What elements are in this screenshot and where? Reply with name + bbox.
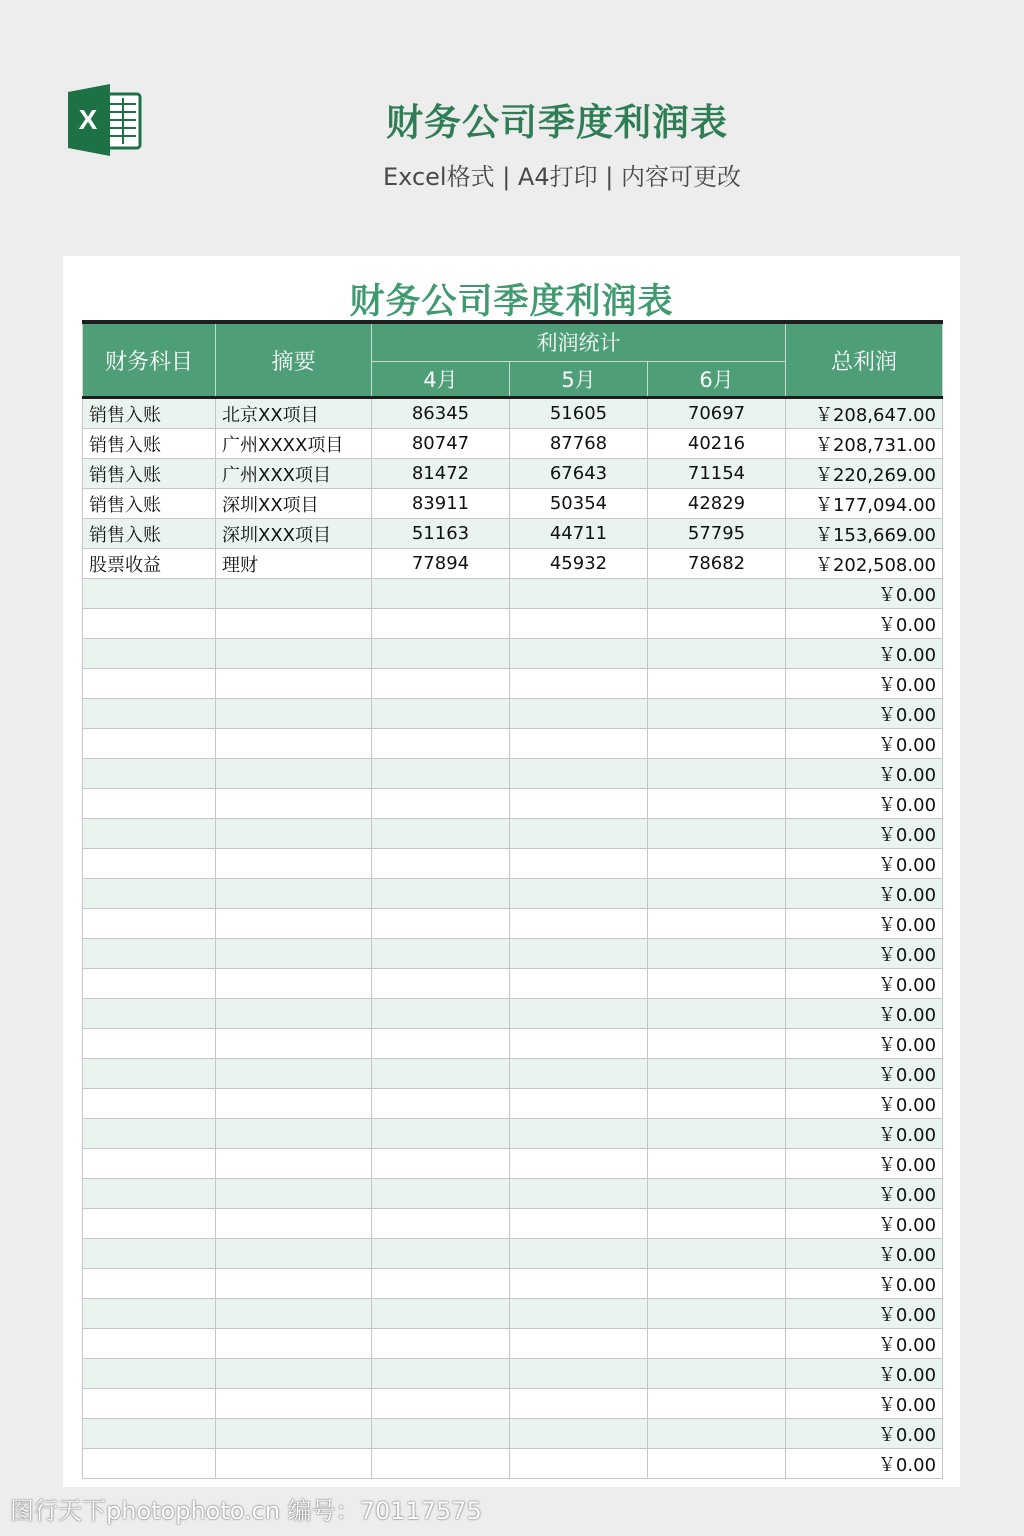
table-row-empty — [83, 609, 943, 639]
cell-subject[interactable] — [83, 1359, 216, 1389]
table-row-empty — [83, 639, 943, 669]
cell-month-5[interactable]: 87768 — [510, 429, 648, 459]
cell-month-6[interactable] — [648, 909, 786, 939]
cell-subject[interactable] — [83, 1329, 216, 1359]
cell-total[interactable]: ￥208,731.00 — [786, 429, 943, 459]
table-row — [83, 398, 943, 429]
cell-summary[interactable] — [216, 849, 372, 879]
cell-month-4[interactable] — [372, 759, 510, 789]
cell-summary[interactable]: 深圳XXX项目 — [216, 519, 372, 549]
cell-subject[interactable] — [83, 1299, 216, 1329]
cell-month-4[interactable] — [372, 669, 510, 699]
table-row-empty — [83, 1389, 943, 1419]
cell-month-5[interactable] — [510, 1269, 648, 1299]
cell-total[interactable]: ￥0.00 — [786, 1389, 943, 1419]
cell-month-5[interactable] — [510, 969, 648, 999]
cell-month-6[interactable] — [648, 1029, 786, 1059]
cell-month-6[interactable] — [648, 819, 786, 849]
cell-total[interactable]: ￥0.00 — [786, 639, 943, 669]
cell-month-6[interactable] — [648, 1449, 786, 1479]
cell-subject[interactable] — [83, 1449, 216, 1479]
table-header — [83, 322, 943, 398]
cell-month-6[interactable] — [648, 1269, 786, 1299]
cell-summary[interactable] — [216, 939, 372, 969]
cell-month-6[interactable]: 40216 — [648, 429, 786, 459]
cell-month-6[interactable] — [648, 1299, 786, 1329]
col-header-profit-group: 利润统计 — [372, 322, 786, 361]
cell-month-6[interactable] — [648, 669, 786, 699]
table-row-empty — [83, 1329, 943, 1359]
col-header-summary: 摘要 — [216, 322, 372, 398]
cell-subject[interactable] — [83, 1209, 216, 1239]
col-header-total: 总利润 — [786, 322, 943, 398]
table-row-empty — [83, 909, 943, 939]
cell-total[interactable]: ￥0.00 — [786, 1449, 943, 1479]
cell-total[interactable]: ￥0.00 — [786, 759, 943, 789]
cell-subject[interactable] — [83, 579, 216, 609]
cell-month-6[interactable] — [648, 939, 786, 969]
cell-summary[interactable] — [216, 1119, 372, 1149]
cell-month-4[interactable] — [372, 939, 510, 969]
cell-month-6[interactable] — [648, 699, 786, 729]
cell-month-6[interactable] — [648, 879, 786, 909]
cell-month-4[interactable] — [372, 609, 510, 639]
cell-total[interactable]: ￥0.00 — [786, 1419, 943, 1449]
cell-month-6[interactable] — [648, 1419, 786, 1449]
cell-summary[interactable]: 北京XX项目 — [216, 398, 372, 429]
cell-total[interactable]: ￥0.00 — [786, 789, 943, 819]
cell-month-4[interactable] — [372, 849, 510, 879]
cell-month-4[interactable]: 83911 — [372, 489, 510, 519]
cell-month-4[interactable] — [372, 1269, 510, 1299]
cell-total[interactable]: ￥0.00 — [786, 1059, 943, 1089]
cell-subject[interactable]: 销售入账 — [83, 489, 216, 519]
cell-month-5[interactable] — [510, 1329, 648, 1359]
cell-summary[interactable] — [216, 1029, 372, 1059]
cell-month-6[interactable] — [648, 1209, 786, 1239]
cell-month-6[interactable] — [648, 729, 786, 759]
cell-month-6[interactable] — [648, 1239, 786, 1269]
cell-month-5[interactable] — [510, 1149, 648, 1179]
cell-subject[interactable] — [83, 609, 216, 639]
cell-month-5[interactable]: 51605 — [510, 398, 648, 429]
table-row-empty — [83, 1239, 943, 1269]
col-header-month-5: 5月 — [510, 361, 648, 397]
cell-subject[interactable] — [83, 669, 216, 699]
cell-month-4[interactable] — [372, 1209, 510, 1239]
cell-subject[interactable] — [83, 879, 216, 909]
cell-total[interactable]: ￥0.00 — [786, 879, 943, 909]
cell-month-5[interactable] — [510, 1029, 648, 1059]
cell-summary[interactable]: 理财 — [216, 549, 372, 579]
cell-total[interactable]: ￥0.00 — [786, 1329, 943, 1359]
cell-month-4[interactable] — [372, 1149, 510, 1179]
cell-summary[interactable] — [216, 579, 372, 609]
cell-month-4[interactable] — [372, 789, 510, 819]
cell-month-4[interactable] — [372, 1119, 510, 1149]
cell-month-6[interactable]: 42829 — [648, 489, 786, 519]
cell-month-5[interactable] — [510, 1359, 648, 1389]
cell-summary[interactable] — [216, 1299, 372, 1329]
cell-month-5[interactable] — [510, 579, 648, 609]
table-row-empty — [83, 819, 943, 849]
watermark: 图行天下photophoto.cn 编号：70117575 — [10, 1497, 482, 1525]
cell-month-6[interactable]: 70697 — [648, 398, 786, 429]
cell-month-5[interactable] — [510, 1089, 648, 1119]
cell-summary[interactable]: 广州XXX项目 — [216, 459, 372, 489]
cell-month-6[interactable] — [648, 1149, 786, 1179]
cell-month-6[interactable] — [648, 1179, 786, 1209]
cell-subject[interactable] — [83, 939, 216, 969]
cell-month-5[interactable] — [510, 639, 648, 669]
cell-month-5[interactable]: 50354 — [510, 489, 648, 519]
cell-month-5[interactable] — [510, 909, 648, 939]
col-header-month-4: 4月 — [372, 361, 510, 397]
cell-month-6[interactable]: 71154 — [648, 459, 786, 489]
cell-summary[interactable] — [216, 1449, 372, 1479]
cell-month-6[interactable] — [648, 1359, 786, 1389]
cell-month-5[interactable] — [510, 939, 648, 969]
cell-month-6[interactable] — [648, 1119, 786, 1149]
cell-subject[interactable] — [83, 789, 216, 819]
page-title: 财务公司季度利润表 — [386, 101, 728, 144]
cell-month-4[interactable] — [372, 1389, 510, 1419]
cell-subject[interactable] — [83, 909, 216, 939]
table-row-empty — [83, 849, 943, 879]
cell-summary[interactable] — [216, 999, 372, 1029]
table-row-empty — [83, 1419, 943, 1449]
cell-month-5[interactable]: 67643 — [510, 459, 648, 489]
cell-subject[interactable] — [83, 969, 216, 999]
col-header-month-6: 6月 — [648, 361, 786, 397]
table-row-empty — [83, 759, 943, 789]
cell-subject[interactable] — [83, 849, 216, 879]
cell-subject[interactable]: 股票收益 — [83, 549, 216, 579]
cell-month-5[interactable] — [510, 609, 648, 639]
excel-icon-letter: X — [78, 104, 98, 135]
cell-total[interactable]: ￥177,094.00 — [786, 489, 943, 519]
cell-month-6[interactable] — [648, 1089, 786, 1119]
cell-subject[interactable] — [83, 1269, 216, 1299]
cell-summary[interactable] — [216, 1389, 372, 1419]
spreadsheet-sheet — [63, 256, 960, 1487]
page-subtitle: Excel格式 | A4打印 | 内容可更改 — [383, 163, 741, 191]
cell-summary[interactable] — [216, 729, 372, 759]
cell-summary[interactable] — [216, 819, 372, 849]
cell-total[interactable]: ￥0.00 — [786, 939, 943, 969]
cell-subject[interactable] — [83, 1149, 216, 1179]
cell-summary[interactable] — [216, 1269, 372, 1299]
cell-month-5[interactable] — [510, 999, 648, 1029]
table-row-empty — [83, 1089, 943, 1119]
cell-month-4[interactable]: 81472 — [372, 459, 510, 489]
cell-month-5[interactable] — [510, 789, 648, 819]
cell-subject[interactable] — [83, 759, 216, 789]
cell-summary[interactable] — [216, 699, 372, 729]
cell-subject[interactable] — [83, 1419, 216, 1449]
cell-total[interactable]: ￥0.00 — [786, 579, 943, 609]
cell-month-5[interactable] — [510, 699, 648, 729]
cell-total[interactable]: ￥0.00 — [786, 1359, 943, 1389]
cell-month-4[interactable] — [372, 1089, 510, 1119]
cell-month-4[interactable] — [372, 699, 510, 729]
cell-subject[interactable] — [83, 729, 216, 759]
cell-summary[interactable] — [216, 1209, 372, 1239]
table-row-empty — [83, 1209, 943, 1239]
cell-total[interactable]: ￥202,508.00 — [786, 549, 943, 579]
table-row-empty — [83, 699, 943, 729]
cell-summary[interactable] — [216, 789, 372, 819]
cell-total[interactable]: ￥0.00 — [786, 729, 943, 759]
cell-month-5[interactable] — [510, 1449, 648, 1479]
cell-month-5[interactable] — [510, 849, 648, 879]
cell-month-4[interactable] — [372, 969, 510, 999]
cell-subject[interactable]: 销售入账 — [83, 459, 216, 489]
cell-month-6[interactable] — [648, 759, 786, 789]
cell-month-5[interactable] — [510, 729, 648, 759]
cell-summary[interactable] — [216, 1149, 372, 1179]
cell-month-6[interactable]: 78682 — [648, 549, 786, 579]
cell-month-5[interactable] — [510, 1119, 648, 1149]
cell-month-6[interactable] — [648, 789, 786, 819]
cell-month-5[interactable] — [510, 1419, 648, 1449]
cell-subject[interactable] — [83, 1089, 216, 1119]
table-row-empty — [83, 1269, 943, 1299]
cell-month-6[interactable] — [648, 639, 786, 669]
cell-total[interactable]: ￥0.00 — [786, 609, 943, 639]
cell-month-4[interactable] — [372, 1449, 510, 1479]
cell-total[interactable]: ￥0.00 — [786, 1239, 943, 1269]
cell-month-4[interactable] — [372, 999, 510, 1029]
cell-month-4[interactable] — [372, 879, 510, 909]
table-row-empty — [83, 789, 943, 819]
cell-month-4[interactable] — [372, 729, 510, 759]
cell-month-5[interactable] — [510, 1239, 648, 1269]
cell-summary[interactable] — [216, 1329, 372, 1359]
cell-month-4[interactable]: 77894 — [372, 549, 510, 579]
cell-month-4[interactable] — [372, 1059, 510, 1089]
cell-total[interactable]: ￥0.00 — [786, 1089, 943, 1119]
cell-summary[interactable]: 深圳XX项目 — [216, 489, 372, 519]
table-row-empty — [83, 669, 943, 699]
table-row-empty — [83, 1179, 943, 1209]
cell-month-5[interactable] — [510, 819, 648, 849]
table-row-empty — [83, 879, 943, 909]
cell-subject[interactable] — [83, 1239, 216, 1269]
cell-month-6[interactable] — [648, 999, 786, 1029]
cell-month-5[interactable] — [510, 879, 648, 909]
cell-total[interactable]: ￥0.00 — [786, 969, 943, 999]
cell-month-4[interactable]: 86345 — [372, 398, 510, 429]
table-row-empty — [83, 1149, 943, 1179]
cell-month-5[interactable] — [510, 1209, 648, 1239]
cell-month-5[interactable]: 44711 — [510, 519, 648, 549]
cell-total[interactable]: ￥0.00 — [786, 699, 943, 729]
cell-summary[interactable] — [216, 1239, 372, 1269]
cell-subject[interactable] — [83, 1119, 216, 1149]
table-row — [83, 549, 943, 579]
cell-summary[interactable] — [216, 969, 372, 999]
table-row-empty — [83, 1059, 943, 1089]
cell-total[interactable]: ￥0.00 — [786, 819, 943, 849]
table-row — [83, 429, 943, 459]
table-row-empty — [83, 579, 943, 609]
cell-month-5[interactable] — [510, 1299, 648, 1329]
cell-subject[interactable]: 销售入账 — [83, 398, 216, 429]
cell-month-4[interactable] — [372, 579, 510, 609]
cell-month-6[interactable] — [648, 1059, 786, 1089]
cell-month-5[interactable] — [510, 669, 648, 699]
table-row-empty — [83, 969, 943, 999]
cell-total[interactable]: ￥0.00 — [786, 1149, 943, 1179]
table-row-empty — [83, 1029, 943, 1059]
cell-summary[interactable] — [216, 1419, 372, 1449]
cell-total[interactable]: ￥208,647.00 — [786, 398, 943, 429]
cell-month-4[interactable]: 80747 — [372, 429, 510, 459]
table-row-empty — [83, 1449, 943, 1479]
cell-subject[interactable] — [83, 1059, 216, 1089]
cell-month-6[interactable] — [648, 1389, 786, 1419]
table-row — [83, 489, 943, 519]
cell-subject[interactable] — [83, 1389, 216, 1419]
cell-subject[interactable]: 销售入账 — [83, 429, 216, 459]
cell-summary[interactable] — [216, 609, 372, 639]
table-row-empty — [83, 729, 943, 759]
table-row-empty — [83, 1299, 943, 1329]
cell-month-6[interactable] — [648, 969, 786, 999]
cell-month-4[interactable]: 51163 — [372, 519, 510, 549]
table-row-empty — [83, 999, 943, 1029]
cell-month-5[interactable] — [510, 1179, 648, 1209]
cell-total[interactable]: ￥0.00 — [786, 1269, 943, 1299]
col-header-subject: 财务科目 — [83, 322, 216, 398]
cell-summary[interactable] — [216, 1179, 372, 1209]
cell-total[interactable]: ￥0.00 — [786, 849, 943, 879]
cell-summary[interactable] — [216, 909, 372, 939]
cell-month-4[interactable] — [372, 1029, 510, 1059]
cell-month-6[interactable]: 57795 — [648, 519, 786, 549]
cell-summary[interactable] — [216, 1089, 372, 1119]
cell-month-6[interactable] — [648, 1329, 786, 1359]
cell-month-4[interactable] — [372, 1359, 510, 1389]
profit-table — [82, 320, 943, 1479]
cell-total[interactable]: ￥0.00 — [786, 1119, 943, 1149]
cell-total[interactable]: ￥0.00 — [786, 1209, 943, 1239]
cell-month-4[interactable] — [372, 639, 510, 669]
cell-month-4[interactable] — [372, 1329, 510, 1359]
cell-month-4[interactable] — [372, 1239, 510, 1269]
cell-month-4[interactable] — [372, 1419, 510, 1449]
cell-summary[interactable] — [216, 1059, 372, 1089]
cell-month-4[interactable] — [372, 909, 510, 939]
cell-month-6[interactable] — [648, 849, 786, 879]
cell-summary[interactable] — [216, 669, 372, 699]
cell-subject[interactable]: 销售入账 — [83, 519, 216, 549]
table-row — [83, 459, 943, 489]
cell-subject[interactable] — [83, 1179, 216, 1209]
cell-month-5[interactable] — [510, 759, 648, 789]
cell-summary[interactable] — [216, 759, 372, 789]
cell-subject[interactable] — [83, 639, 216, 669]
cell-total[interactable]: ￥0.00 — [786, 1179, 943, 1209]
table-body — [83, 398, 943, 1479]
cell-total[interactable]: ￥0.00 — [786, 999, 943, 1029]
cell-summary[interactable] — [216, 1359, 372, 1389]
cell-subject[interactable] — [83, 1029, 216, 1059]
cell-month-4[interactable] — [372, 1179, 510, 1209]
cell-total[interactable]: ￥153,669.00 — [786, 519, 943, 549]
cell-summary[interactable]: 广州XXXX项目 — [216, 429, 372, 459]
cell-total[interactable]: ￥0.00 — [786, 669, 943, 699]
table-row-empty — [83, 1119, 943, 1149]
cell-month-5[interactable] — [510, 1059, 648, 1089]
table-row — [83, 519, 943, 549]
cell-month-4[interactable] — [372, 819, 510, 849]
cell-month-6[interactable] — [648, 609, 786, 639]
table-row-empty — [83, 1359, 943, 1389]
cell-subject[interactable] — [83, 999, 216, 1029]
cell-total[interactable]: ￥0.00 — [786, 1029, 943, 1059]
cell-total[interactable]: ￥0.00 — [786, 1299, 943, 1329]
cell-total[interactable]: ￥0.00 — [786, 909, 943, 939]
cell-month-4[interactable] — [372, 1299, 510, 1329]
sheet-title: 财务公司季度利润表 — [349, 282, 674, 322]
cell-subject[interactable] — [83, 699, 216, 729]
cell-summary[interactable] — [216, 879, 372, 909]
cell-month-6[interactable] — [648, 579, 786, 609]
cell-month-5[interactable] — [510, 1389, 648, 1419]
cell-month-5[interactable]: 45932 — [510, 549, 648, 579]
cell-subject[interactable] — [83, 819, 216, 849]
table-row-empty — [83, 939, 943, 969]
cell-total[interactable]: ￥220,269.00 — [786, 459, 943, 489]
cell-summary[interactable] — [216, 639, 372, 669]
